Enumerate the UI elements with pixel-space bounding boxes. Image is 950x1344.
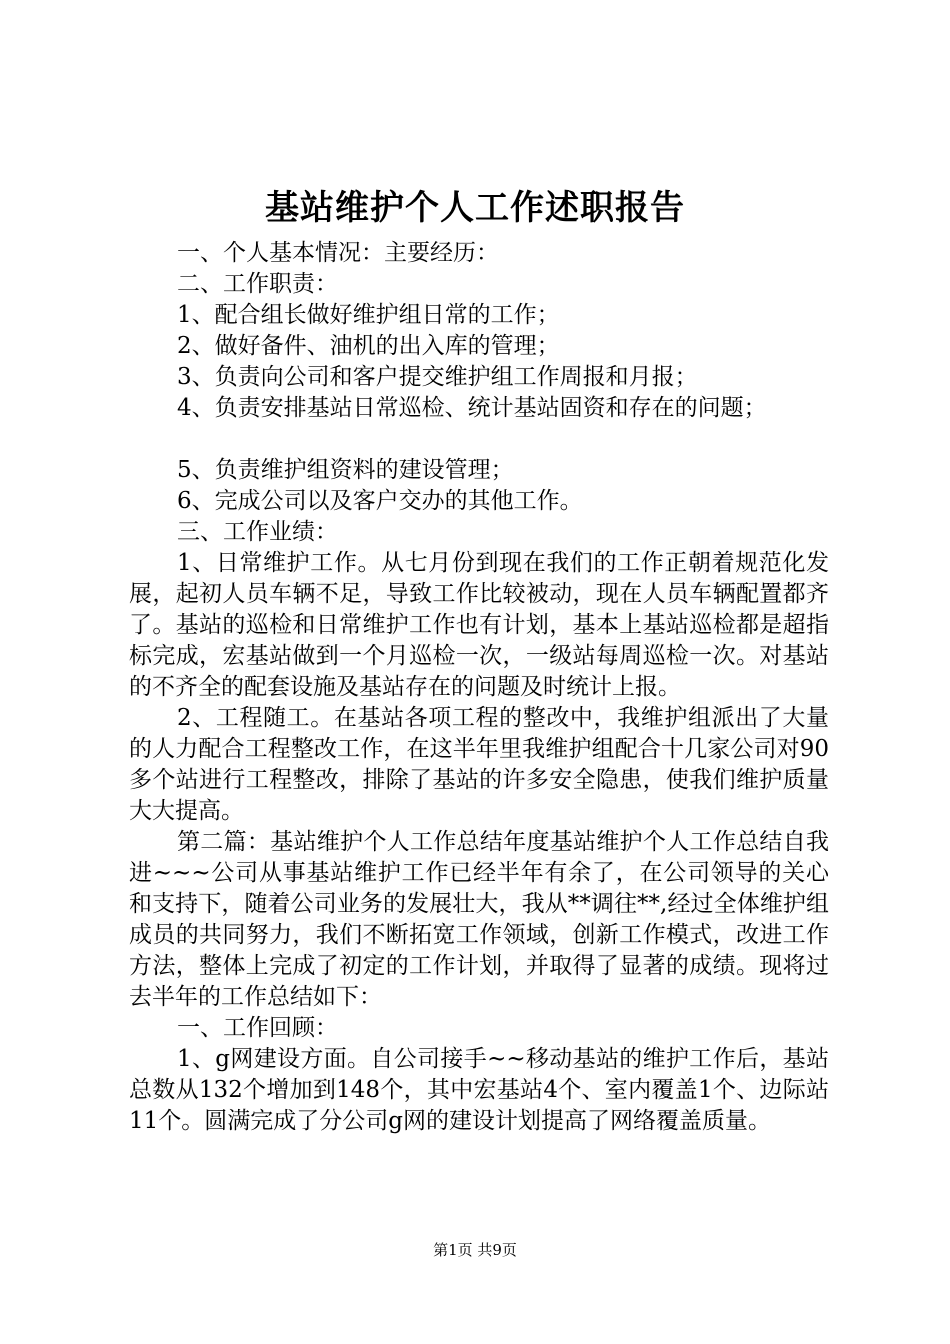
section-heading-review: 一、工作回顾： [177,1015,338,1041]
duty-item-5: 5、负责维护组资料的建设管理； [177,457,514,483]
section-heading-duties: 二、工作职责： [177,271,338,297]
document-title: 基站维护个人工作述职报告 [265,188,685,228]
duty-item-1: 1、配合组长做好维护组日常的工作； [177,302,560,328]
section-heading-achievements: 三、工作业绩： [177,519,338,545]
paragraph-daily-maintenance: 1、日常维护工作。从七月份到现在我们的工作正朝着规范化发展，起初人员车辆不足，导致工作比较被动，现在人员车辆配置都齐了。基站的巡检和日常维护工作也有计划，基本上基站巡检都是超指标完成，宏基站做到一个月巡检一次，一级站每周巡检一次。对基站的不齐全的配套设施及基站存在的问题及时统计上报。 [129,550,829,700]
spacer [129,424,829,455]
duty-item-6: 6、完成公司以及客户交办的其他工作。 [177,488,583,514]
paragraph-g-network: 1、g网建设方面。自公司接手~~移动基站的维护工作后，基站总数从132个增加到148个，其中宏基站4个、室内覆盖1个、边际站11个。圆满完成了分公司g网的建设计划提高了网络覆盖质量。 [129,1046,829,1134]
document-body [129,238,829,1137]
paragraph-project-followup: 2、工程随工。在基站各项工程的整改中，我维护组派出了大量的人力配合工程整改工作，在这半年里我维护组配合十几家公司对90多个站进行工程整改，排除了基站的许多安全隐患，使我们维护质量大大提高。 [129,705,829,824]
page-footer: 第1页 共9页 [433,1241,517,1259]
duty-item-4: 4、负责安排基站日常巡检、统计基站固资和存在的问题； [177,395,767,421]
paragraph-second-article: 第二篇：基站维护个人工作总结年度基站维护个人工作总结自我进~~~公司从事基站维护工作已经半年有余了，在公司领导的关心和支持下，随着公司业务的发展壮大，我从**调往**,经过全体维护组成员的共同努力，我们不断拓宽工作领域，创新工作模式，改进工作方法，整体上完成了初定的工作计划，并取得了显著的成绩。现将过去半年的工作总结如下： [129,829,829,1010]
duty-item-2: 2、做好备件、油机的出入库的管理； [177,333,560,359]
duty-item-3: 3、负责向公司和客户提交维护组工作周报和月报； [177,364,698,390]
section-heading-basic-info: 一、个人基本情况：主要经历： [177,240,499,266]
